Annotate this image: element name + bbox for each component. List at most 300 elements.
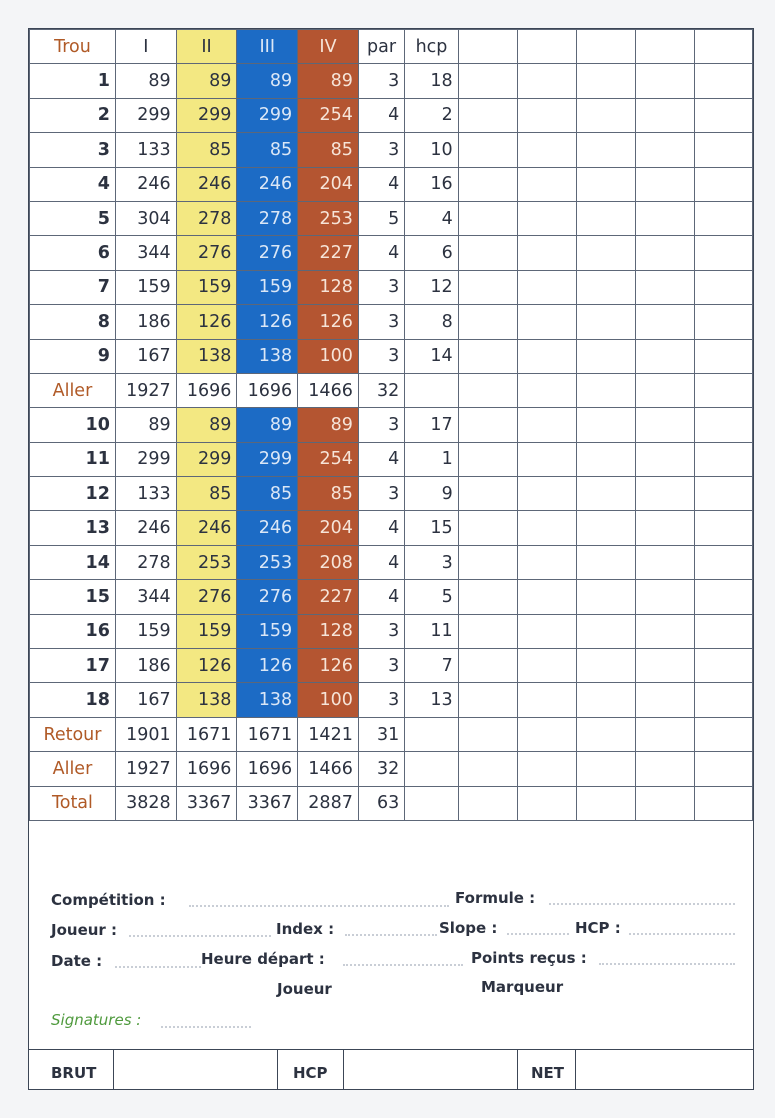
score-cell[interactable]: [695, 614, 753, 648]
score-cell[interactable]: [458, 270, 517, 304]
score-cell[interactable]: [518, 30, 577, 64]
par-value: 3: [358, 133, 404, 167]
score-cell[interactable]: [635, 511, 694, 545]
signatures-label: Signatures :: [51, 1011, 142, 1029]
tee-1-distance: 304: [115, 201, 176, 235]
score-cell[interactable]: [576, 786, 635, 820]
tee-2-distance: 159: [176, 614, 237, 648]
signature-field-joueur[interactable]: [161, 1026, 251, 1028]
tee-4-distance: 253: [298, 201, 359, 235]
net-field[interactable]: [577, 1050, 753, 1090]
tee-3-distance: 1696: [237, 373, 298, 407]
score-cell[interactable]: [635, 717, 694, 751]
tee-4-distance: 254: [298, 98, 359, 132]
score-cell[interactable]: [458, 98, 517, 132]
hole-label: 12: [30, 477, 116, 511]
score-cell[interactable]: [458, 649, 517, 683]
score-cell[interactable]: [635, 236, 694, 270]
tee-2-distance: 89: [176, 408, 237, 442]
divider: [113, 1050, 114, 1090]
hole-row: [30, 236, 753, 270]
tee-1-distance: 344: [115, 236, 176, 270]
hcp-value: 15: [405, 511, 458, 545]
hole-row: [30, 167, 753, 201]
score-cell[interactable]: [695, 717, 753, 751]
score-cell[interactable]: [635, 133, 694, 167]
score-cell[interactable]: [635, 167, 694, 201]
tee-2-distance: 276: [176, 236, 237, 270]
header-hcp: hcp: [405, 30, 458, 64]
hole-label: 11: [30, 442, 116, 476]
tee-3-distance: 85: [237, 477, 298, 511]
hole-row: [30, 511, 753, 545]
divider: [343, 1050, 344, 1090]
hole-label: 6: [30, 236, 116, 270]
hcp-value: 3: [405, 545, 458, 579]
par-value: 4: [358, 511, 404, 545]
par-value: 5: [358, 201, 404, 235]
score-table: [29, 29, 753, 821]
hole-row: [30, 98, 753, 132]
hcp-value: [405, 786, 458, 820]
tee-2-distance: 1696: [176, 752, 237, 786]
tee-4-distance: 227: [298, 580, 359, 614]
score-cell[interactable]: [458, 786, 517, 820]
score-cell[interactable]: [458, 133, 517, 167]
score-cell[interactable]: [458, 717, 517, 751]
score-cell[interactable]: [635, 649, 694, 683]
hcp-value: 13: [405, 683, 458, 717]
score-cell[interactable]: [458, 339, 517, 373]
score-cell[interactable]: [518, 545, 577, 579]
score-cell[interactable]: [576, 511, 635, 545]
tee-1-distance: 278: [115, 545, 176, 579]
score-cell[interactable]: [458, 752, 517, 786]
score-cell[interactable]: [695, 477, 753, 511]
tee-4-distance: 128: [298, 614, 359, 648]
hcp-value: [405, 717, 458, 751]
slope-label: Slope :: [439, 919, 498, 937]
par-value: 3: [358, 477, 404, 511]
competition-label: Compétition :: [51, 891, 166, 909]
score-cell[interactable]: [518, 786, 577, 820]
score-cell[interactable]: [695, 201, 753, 235]
score-cell[interactable]: [458, 201, 517, 235]
score-cell[interactable]: [695, 442, 753, 476]
score-cell[interactable]: [635, 339, 694, 373]
tee-4-distance: 85: [298, 133, 359, 167]
tee-2-distance: 126: [176, 649, 237, 683]
tee-2-distance: 138: [176, 683, 237, 717]
hcp-value: [405, 373, 458, 407]
tee-1-distance: 299: [115, 98, 176, 132]
score-cell[interactable]: [695, 580, 753, 614]
tee-3-distance: 299: [237, 442, 298, 476]
score-cell[interactable]: [518, 373, 577, 407]
score-cell[interactable]: [635, 98, 694, 132]
score-cell[interactable]: [458, 545, 517, 579]
tee-1-distance: 89: [115, 64, 176, 98]
par-value: 3: [358, 270, 404, 304]
score-cell[interactable]: [695, 305, 753, 339]
marqueur-signature-heading: Marqueur: [481, 978, 564, 996]
tee-3-distance: 126: [237, 649, 298, 683]
tee-4-distance: 204: [298, 511, 359, 545]
tee-2-distance: 246: [176, 511, 237, 545]
score-cell[interactable]: [576, 64, 635, 98]
tee-3-distance: 253: [237, 545, 298, 579]
score-cell[interactable]: [695, 408, 753, 442]
hole-row: [30, 201, 753, 235]
hole-label: 17: [30, 649, 116, 683]
hcp-value: 6: [405, 236, 458, 270]
hole-label: 2: [30, 98, 116, 132]
tee-3-distance: 299: [237, 98, 298, 132]
par-value: 3: [358, 614, 404, 648]
tee-1-distance: 133: [115, 133, 176, 167]
hcp-total-label: HCP: [293, 1064, 328, 1082]
tee-4-distance: 128: [298, 270, 359, 304]
score-cell[interactable]: [518, 408, 577, 442]
par-value: 4: [358, 580, 404, 614]
brut-field[interactable]: [115, 1050, 275, 1090]
score-cell[interactable]: [458, 511, 517, 545]
score-cell[interactable]: [695, 133, 753, 167]
score-cell[interactable]: [576, 30, 635, 64]
total-row: [30, 786, 753, 820]
par-value: 3: [358, 64, 404, 98]
tee-1-distance: 3828: [115, 786, 176, 820]
score-cell[interactable]: [576, 133, 635, 167]
score-cell[interactable]: [635, 477, 694, 511]
score-cell[interactable]: [695, 98, 753, 132]
hcp-value: 5: [405, 580, 458, 614]
score-cell[interactable]: [576, 236, 635, 270]
date-field[interactable]: [115, 966, 201, 968]
points-recus-field[interactable]: [599, 963, 735, 965]
hcp-value: 17: [405, 408, 458, 442]
net-label: NET: [531, 1064, 565, 1082]
score-cell[interactable]: [635, 683, 694, 717]
score-cell[interactable]: [576, 339, 635, 373]
scorecard: [28, 28, 754, 1090]
score-cell[interactable]: [518, 614, 577, 648]
hole-label: 5: [30, 201, 116, 235]
score-cell[interactable]: [635, 442, 694, 476]
score-cell[interactable]: [635, 270, 694, 304]
score-cell[interactable]: [576, 408, 635, 442]
hole-label: Total: [30, 786, 116, 820]
score-cell[interactable]: [458, 373, 517, 407]
score-cell[interactable]: [576, 545, 635, 579]
par-value: 32: [358, 752, 404, 786]
tee-4-distance: 100: [298, 339, 359, 373]
tee-4-distance: 1466: [298, 752, 359, 786]
hcp-value: 1: [405, 442, 458, 476]
score-cell[interactable]: [518, 133, 577, 167]
score-cell[interactable]: [695, 752, 753, 786]
hole-row: [30, 683, 753, 717]
tee-1-distance: 133: [115, 477, 176, 511]
hcp-total-field[interactable]: [345, 1050, 515, 1090]
score-cell[interactable]: [695, 511, 753, 545]
score-cell[interactable]: [576, 752, 635, 786]
score-cell[interactable]: [695, 649, 753, 683]
tee-4-distance: 89: [298, 408, 359, 442]
par-value: 32: [358, 373, 404, 407]
tee-2-distance: 3367: [176, 786, 237, 820]
score-cell[interactable]: [635, 545, 694, 579]
hole-row: [30, 133, 753, 167]
hcp-value: 4: [405, 201, 458, 235]
score-cell[interactable]: [576, 270, 635, 304]
hcp-value: 12: [405, 270, 458, 304]
tee-4-distance: 208: [298, 545, 359, 579]
hcp-value: 11: [405, 614, 458, 648]
score-cell[interactable]: [518, 683, 577, 717]
score-cell[interactable]: [695, 236, 753, 270]
score-cell[interactable]: [635, 614, 694, 648]
score-cell[interactable]: [576, 614, 635, 648]
tee-4-distance: 1421: [298, 717, 359, 751]
tee-3-distance: 85: [237, 133, 298, 167]
score-cell[interactable]: [635, 30, 694, 64]
index-label: Index :: [276, 920, 335, 938]
tee-1-distance: 246: [115, 167, 176, 201]
hole-label: Aller: [30, 752, 116, 786]
score-cell[interactable]: [458, 580, 517, 614]
tee-2-distance: 138: [176, 339, 237, 373]
tee-1-distance: 299: [115, 442, 176, 476]
score-cell[interactable]: [458, 236, 517, 270]
date-label: Date :: [51, 952, 103, 970]
score-cell[interactable]: [695, 167, 753, 201]
hole-row: [30, 270, 753, 304]
score-cell[interactable]: [518, 305, 577, 339]
divider: [517, 1050, 518, 1090]
competition-field[interactable]: [189, 905, 449, 907]
score-cell[interactable]: [518, 98, 577, 132]
score-cell[interactable]: [635, 580, 694, 614]
hcp-value: 9: [405, 477, 458, 511]
brut-label: BRUT: [51, 1064, 97, 1082]
score-cell[interactable]: [518, 717, 577, 751]
score-cell[interactable]: [695, 30, 753, 64]
tee-1-distance: 246: [115, 511, 176, 545]
score-cell[interactable]: [458, 30, 517, 64]
tee-1-distance: 1927: [115, 752, 176, 786]
joueur-field[interactable]: [129, 935, 271, 937]
hcp-value: 18: [405, 64, 458, 98]
hole-row: [30, 408, 753, 442]
hcp-value: 16: [405, 167, 458, 201]
hcp-label: HCP :: [575, 919, 621, 937]
score-cell[interactable]: [576, 373, 635, 407]
score-cell[interactable]: [695, 373, 753, 407]
par-value: 63: [358, 786, 404, 820]
tee-4-distance: 85: [298, 477, 359, 511]
score-cell[interactable]: [635, 373, 694, 407]
points-recus-label: Points reçus :: [471, 949, 587, 967]
score-cell[interactable]: [576, 201, 635, 235]
score-cell[interactable]: [458, 305, 517, 339]
hcp-value: 8: [405, 305, 458, 339]
score-cell[interactable]: [458, 167, 517, 201]
score-cell[interactable]: [576, 98, 635, 132]
score-cell[interactable]: [576, 477, 635, 511]
score-cell[interactable]: [695, 339, 753, 373]
tee-1-distance: 186: [115, 649, 176, 683]
tee-2-distance: 299: [176, 442, 237, 476]
divider: [575, 1050, 576, 1090]
hcp-value: 10: [405, 133, 458, 167]
hcp-value: 7: [405, 649, 458, 683]
score-cell[interactable]: [518, 442, 577, 476]
hole-row: [30, 580, 753, 614]
tee-4-distance: 227: [298, 236, 359, 270]
score-cell[interactable]: [635, 64, 694, 98]
tee-3-distance: 89: [237, 408, 298, 442]
par-value: 31: [358, 717, 404, 751]
tee-2-distance: 278: [176, 201, 237, 235]
score-cell[interactable]: [518, 167, 577, 201]
tee-1-distance: 1901: [115, 717, 176, 751]
score-cell[interactable]: [576, 717, 635, 751]
joueur-signature-heading: Joueur: [277, 980, 332, 998]
tee-1-distance: 1927: [115, 373, 176, 407]
hole-label: 3: [30, 133, 116, 167]
hole-label: 16: [30, 614, 116, 648]
tee-3-distance: 159: [237, 614, 298, 648]
heure-depart-field[interactable]: [343, 964, 463, 966]
hole-label: Retour: [30, 717, 116, 751]
score-cell[interactable]: [458, 408, 517, 442]
hole-row: [30, 545, 753, 579]
tee-4-distance: 89: [298, 64, 359, 98]
score-cell[interactable]: [576, 683, 635, 717]
score-cell[interactable]: [518, 477, 577, 511]
par-value: 3: [358, 339, 404, 373]
tee-1-distance: 167: [115, 683, 176, 717]
score-cell[interactable]: [635, 786, 694, 820]
tee-1-distance: 89: [115, 408, 176, 442]
header-tee-1: I: [115, 30, 176, 64]
hcp-value: [405, 752, 458, 786]
tee-2-distance: 126: [176, 305, 237, 339]
tee-4-distance: 2887: [298, 786, 359, 820]
tee-4-distance: 126: [298, 305, 359, 339]
tee-2-distance: 253: [176, 545, 237, 579]
par-value: 4: [358, 98, 404, 132]
info-section: [29, 851, 753, 1047]
score-cell[interactable]: [458, 477, 517, 511]
par-value: 3: [358, 683, 404, 717]
score-cell[interactable]: [518, 339, 577, 373]
hole-row: [30, 305, 753, 339]
tee-2-distance: 1671: [176, 717, 237, 751]
tee-4-distance: 100: [298, 683, 359, 717]
hcp-value: 2: [405, 98, 458, 132]
score-cell[interactable]: [576, 580, 635, 614]
tee-3-distance: 126: [237, 305, 298, 339]
divider: [277, 1050, 278, 1090]
score-cell[interactable]: [458, 442, 517, 476]
total-row: [30, 717, 753, 751]
score-cell[interactable]: [695, 545, 753, 579]
score-cell[interactable]: [518, 236, 577, 270]
tee-3-distance: 89: [237, 64, 298, 98]
score-cell[interactable]: [576, 305, 635, 339]
score-cell[interactable]: [458, 683, 517, 717]
tee-2-distance: 299: [176, 98, 237, 132]
heure-depart-label: Heure départ :: [201, 950, 325, 968]
tee-3-distance: 278: [237, 201, 298, 235]
score-cell[interactable]: [635, 752, 694, 786]
hole-label: 9: [30, 339, 116, 373]
header-tee-4: IV: [298, 30, 359, 64]
tee-3-distance: 1671: [237, 717, 298, 751]
slope-field[interactable]: [507, 933, 569, 935]
score-cell[interactable]: [518, 752, 577, 786]
hcp-field[interactable]: [629, 933, 735, 935]
par-value: 3: [358, 305, 404, 339]
score-cell[interactable]: [576, 442, 635, 476]
header-row: [30, 30, 753, 64]
joueur-label: Joueur :: [51, 921, 118, 939]
tee-3-distance: 3367: [237, 786, 298, 820]
score-cell[interactable]: [695, 270, 753, 304]
index-field[interactable]: [345, 934, 437, 936]
tee-1-distance: 186: [115, 305, 176, 339]
total-row: [30, 752, 753, 786]
score-cell[interactable]: [635, 408, 694, 442]
score-cell[interactable]: [576, 649, 635, 683]
hole-row: [30, 339, 753, 373]
hole-label: 15: [30, 580, 116, 614]
score-cell[interactable]: [518, 270, 577, 304]
tee-3-distance: 138: [237, 339, 298, 373]
score-cell[interactable]: [695, 786, 753, 820]
tee-2-distance: 85: [176, 133, 237, 167]
score-cell[interactable]: [635, 201, 694, 235]
hole-row: [30, 614, 753, 648]
score-cell[interactable]: [695, 64, 753, 98]
score-cell[interactable]: [635, 305, 694, 339]
tee-1-distance: 159: [115, 614, 176, 648]
score-cell[interactable]: [458, 64, 517, 98]
tee-3-distance: 159: [237, 270, 298, 304]
hole-row: [30, 649, 753, 683]
score-cell[interactable]: [518, 580, 577, 614]
hole-label: 4: [30, 167, 116, 201]
score-cell[interactable]: [695, 683, 753, 717]
score-cell[interactable]: [518, 201, 577, 235]
tee-2-distance: 85: [176, 477, 237, 511]
score-cell[interactable]: [518, 64, 577, 98]
score-cell[interactable]: [518, 511, 577, 545]
score-cell[interactable]: [518, 649, 577, 683]
header-trou: Trou: [30, 30, 116, 64]
hcp-value: 14: [405, 339, 458, 373]
hole-label: 13: [30, 511, 116, 545]
tee-1-distance: 167: [115, 339, 176, 373]
tee-2-distance: 246: [176, 167, 237, 201]
tee-2-distance: 1696: [176, 373, 237, 407]
score-cell[interactable]: [458, 614, 517, 648]
score-cell[interactable]: [576, 167, 635, 201]
formule-field[interactable]: [549, 903, 735, 905]
hole-label: 1: [30, 64, 116, 98]
